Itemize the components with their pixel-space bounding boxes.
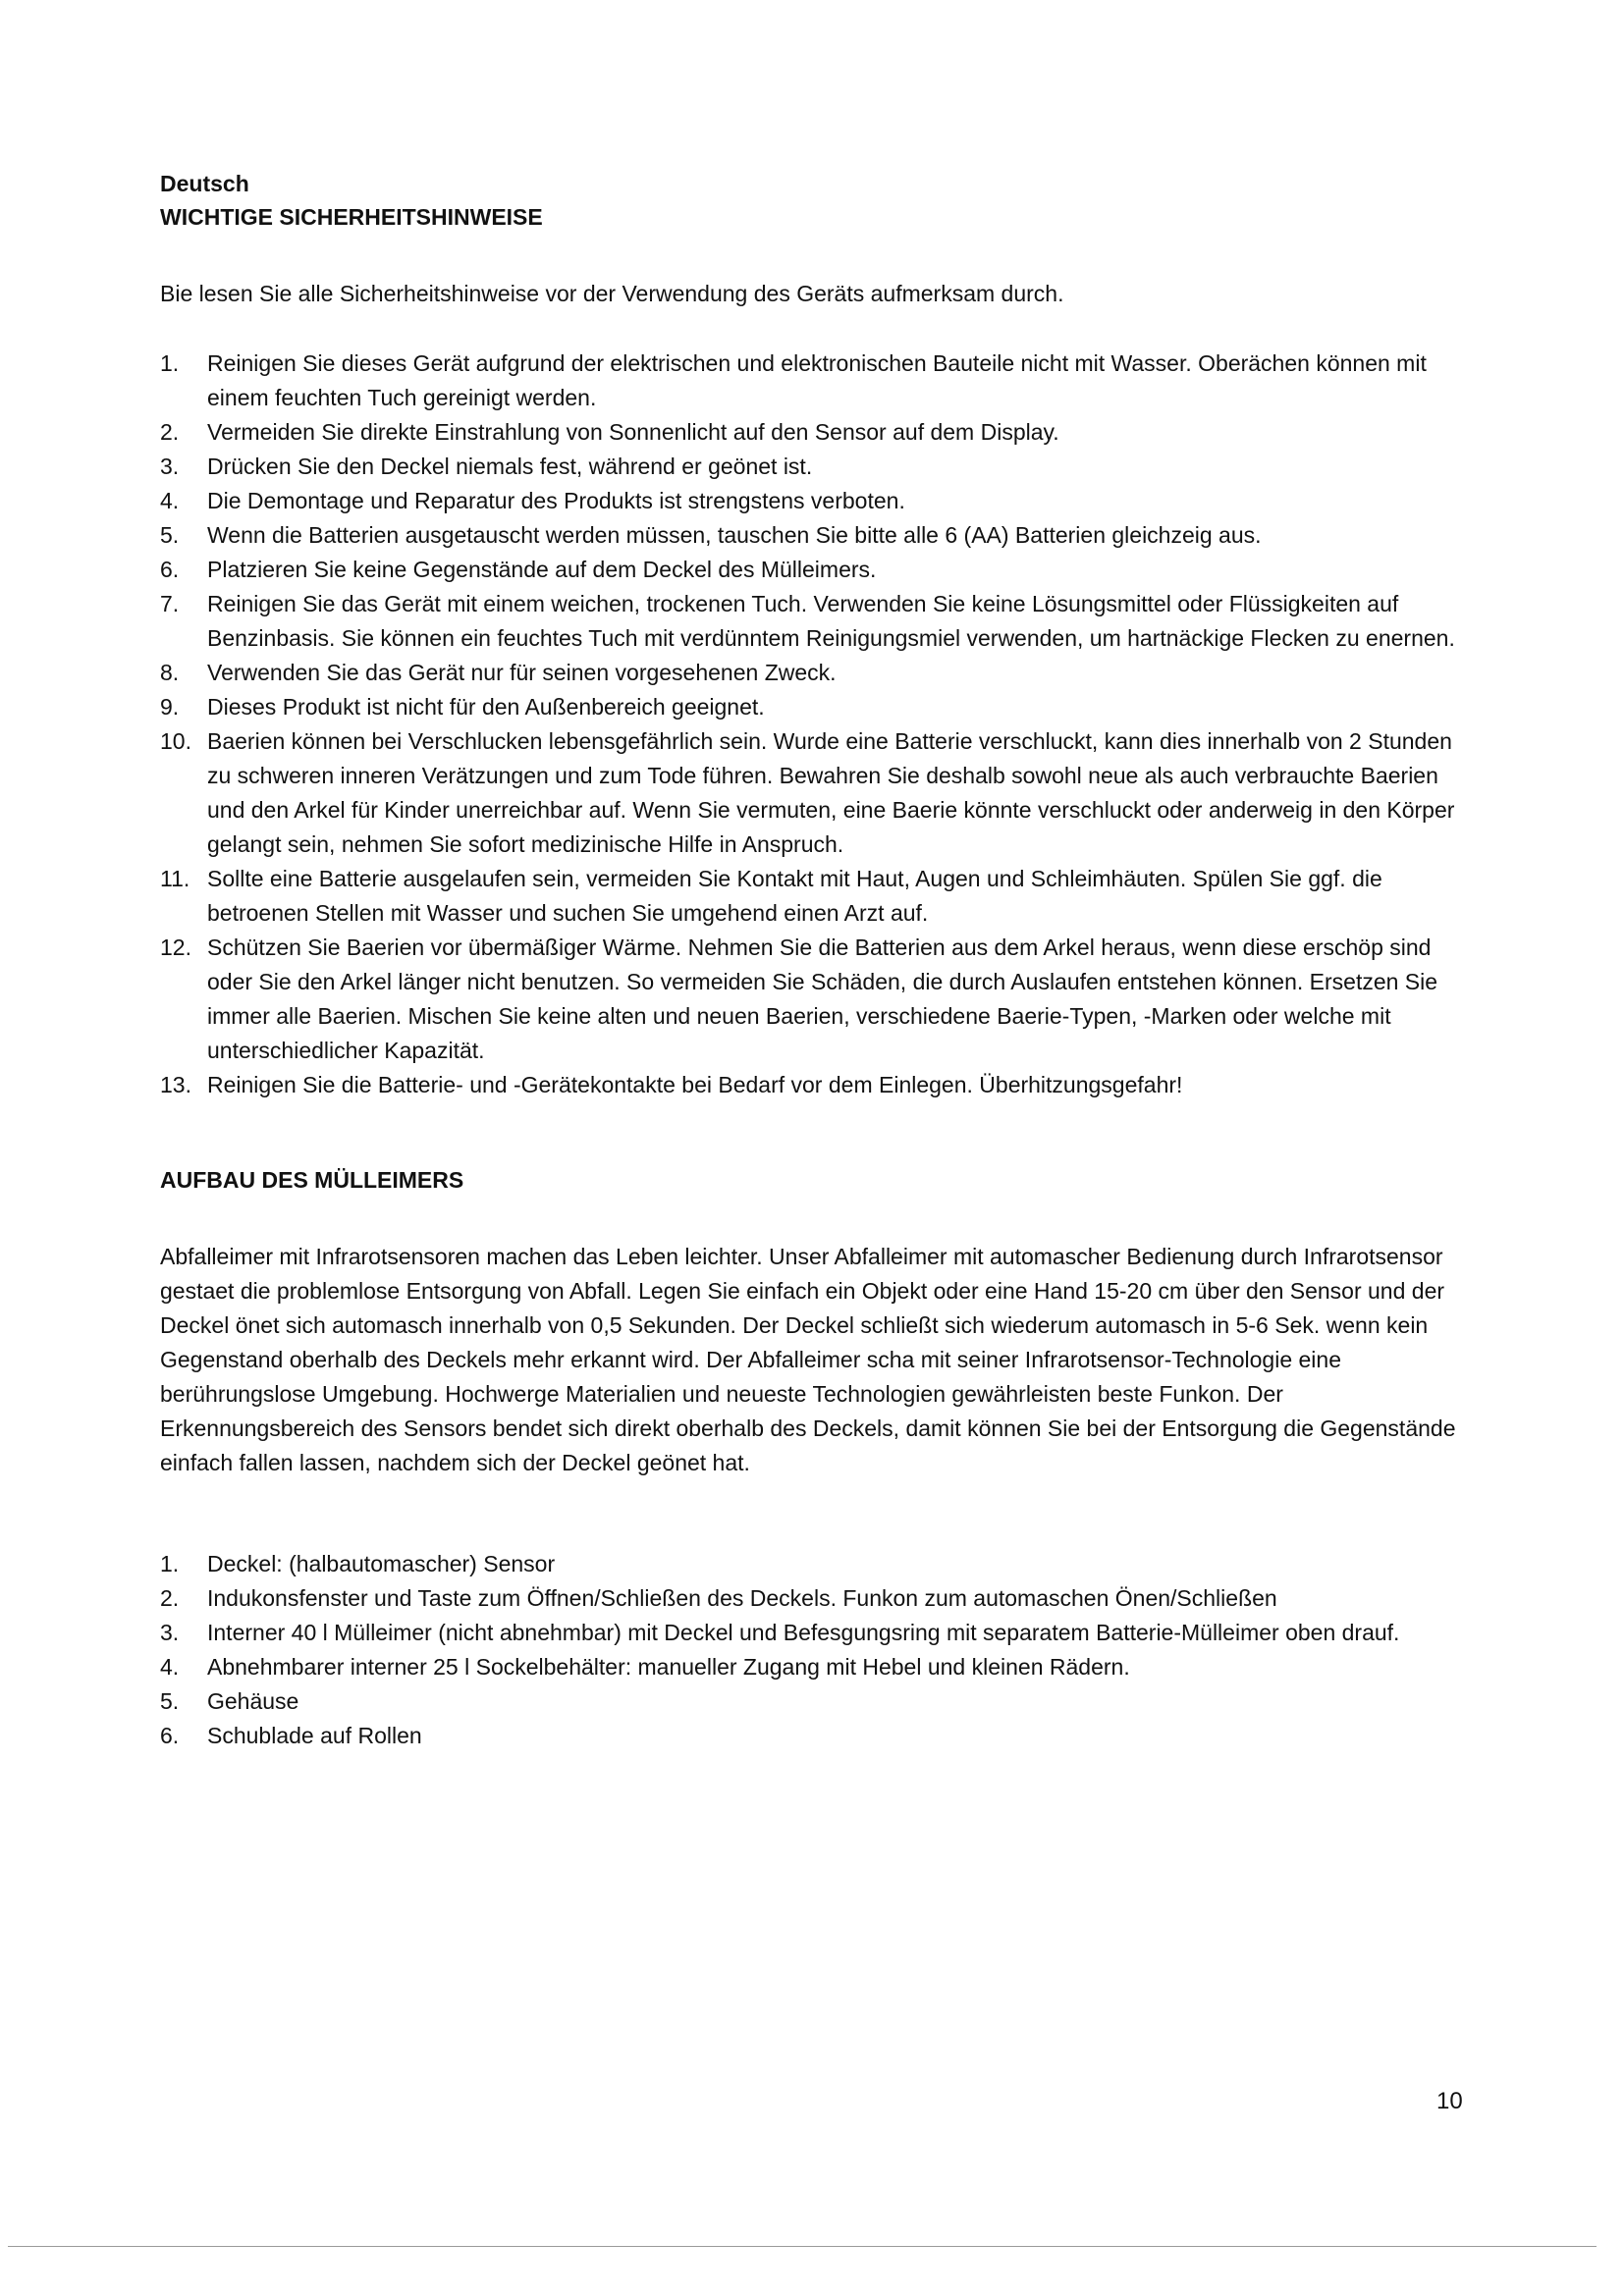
- list-item: [160, 931, 1476, 1068]
- construction-description: Abfalleimer mit Infrarotsensoren machen das Leben leichter. Unser Abfalleimer mit automascher Bedienung durch Infrarotsensor gestaet die problemlose Entsorgung von Abfall. Legen Sie einfach ein Objekt oder eine Hand 15-20 cm über den Sensor und der Deckel önet sich automasch innerhalb von 0,5 Sekunden. Der Deckel schließt sich wiederum automasch in 5-6 Sek. wenn kein Gegenstand oberhalb des Deckels mehr erkannt wird. Der Abfalleimer scha mit seiner Infrarotsensor-Technologie eine berührungslose Umgebung. Hochwerge Materialien und neueste Technologien gewährleisten beste Funkon. Der Erkennungsbereich des Sensors bendet sich direkt oberhalb des Deckels, damit können Sie bei der Entsorgung die Gegenstände einfach fallen lassen, nachdem sich der Deckel geönet hat.: [160, 1244, 1456, 1475]
- safety-intro: Bie lesen Sie alle Sicherheitshinweise vor der Verwendung des Geräts aufmerksam durch.: [160, 281, 1064, 306]
- list-item: [160, 862, 1476, 931]
- construction-section: [160, 1163, 1476, 1480]
- document-page: [160, 167, 1476, 1753]
- list-item-number: 8.: [160, 660, 180, 685]
- list-item-text: Dieses Produkt ist nicht für den Außenbereich geeignet.: [207, 694, 765, 720]
- list-item-text: Drücken Sie den Deckel niemals fest, während er geönet ist.: [207, 454, 813, 479]
- list-item-number: 6.: [160, 1723, 180, 1748]
- list-item-text: Interner 40 l Mülleimer (nicht abnehmbar) mit Deckel und Befesgungsring mit separatem Batterie-Mülleimer oben drauf.: [207, 1620, 1400, 1645]
- list-item-text: Verwenden Sie das Gerät nur für seinen vorgesehenen Zweck.: [207, 660, 837, 685]
- list-item-text: Reinigen Sie dieses Gerät aufgrund der elektrischen und elektronischen Bauteile nicht mit Wasser. Oberächen können mit einem feuchten Tuch gereinigt werden.: [207, 350, 1427, 410]
- list-item: [160, 553, 1476, 587]
- list-item-number: 5.: [160, 1688, 180, 1714]
- list-item-number: 10.: [160, 728, 191, 754]
- list-item: [160, 656, 1476, 690]
- list-item-number: 2.: [160, 1585, 180, 1611]
- list-item-number: 1.: [160, 1551, 180, 1576]
- list-item-number: 11.: [160, 866, 190, 891]
- list-item-number: 1.: [160, 350, 180, 376]
- list-item-text: Platzieren Sie keine Gegenstände auf dem Deckel des Mülleimers.: [207, 557, 877, 582]
- list-item: [160, 1547, 1476, 1581]
- list-item-text: Deckel: (halbautomascher) Sensor: [207, 1551, 556, 1576]
- list-item-text: Sollte eine Batterie ausgelaufen sein, vermeiden Sie Kontakt mit Haut, Augen und Schleimhäuten. Spülen Sie ggf. die betroenen Stellen mit Wasser und suchen Sie umgehend einen Arzt auf.: [207, 866, 1382, 926]
- list-item-number: 9.: [160, 694, 180, 720]
- list-item-number: 3.: [160, 1620, 180, 1645]
- list-item-number: 4.: [160, 488, 180, 513]
- list-item-text: Schützen Sie Baerien vor übermäßiger Wärme. Nehmen Sie die Batterien aus dem Arkel heraus, wenn diese erschöp sind oder Sie den Arkel länger nicht benutzen. So vermeiden Sie Schäden, die durch Auslaufen entstehen können. Ersetzen Sie immer alle Baerien. Mischen Sie keine alten und neuen Baerien, verschiedene Baerie-Typen, -Marken oder welche mit unterschiedlicher Kapazität.: [207, 934, 1438, 1063]
- safety-list: [160, 347, 1476, 1102]
- list-item-number: 6.: [160, 557, 180, 582]
- list-item: [160, 450, 1476, 484]
- list-item: [160, 1650, 1476, 1684]
- list-item: [160, 1684, 1476, 1719]
- list-item-text: Baerien können bei Verschlucken lebensgefährlich sein. Wurde eine Batterie verschluckt, kann dies innerhalb von 2 Stunden zu schweren inneren Verätzungen und zum Tode führen. Bewahren Sie deshalb sowohl neue als auch verbrauchte Baerien und den Arkel für Kinder unerreichbar auf. Wenn Sie vermuten, eine Baerie könnte verschluckt oder anderweig in den Körper gelangt sein, nehmen Sie sofort medizinische Hilfe in Anspruch.: [207, 728, 1455, 857]
- list-item-text: Reinigen Sie das Gerät mit einem weichen, trockenen Tuch. Verwenden Sie keine Lösungsmittel oder Flüssigkeiten auf Benzinbasis. Sie können ein feuchtes Tuch mit verdünntem Reinigungsmiel verwenden, um hartnäckige Flecken zu enernen.: [207, 591, 1455, 651]
- list-item: [160, 724, 1476, 862]
- list-item: [160, 1719, 1476, 1753]
- list-item-number: 12.: [160, 934, 191, 960]
- list-item: [160, 415, 1476, 450]
- parts-list: [160, 1547, 1476, 1753]
- safety-title: WICHTIGE SICHERHEITSHINWEISE: [160, 204, 543, 230]
- list-item: [160, 484, 1476, 518]
- list-item-text: Wenn die Batterien ausgetauscht werden müssen, tauschen Sie bitte alle 6 (AA) Batterien gleichzeig aus.: [207, 522, 1262, 548]
- list-item-number: 7.: [160, 591, 180, 616]
- language-heading: Deutsch: [160, 171, 249, 196]
- page-number: 10: [1436, 2088, 1463, 2114]
- list-item-number: 4.: [160, 1654, 180, 1680]
- list-item-text: Gehäuse: [207, 1688, 299, 1714]
- list-item: [160, 1581, 1476, 1616]
- list-item: [160, 347, 1476, 415]
- list-item: [160, 1616, 1476, 1650]
- construction-title: AUFBAU DES MÜLLEIMERS: [160, 1167, 464, 1193]
- list-item-text: Indukonsfenster und Taste zum Öffnen/Schließen des Deckels. Funkon zum automaschen Önen/Schließen: [207, 1585, 1277, 1611]
- list-item-number: 3.: [160, 454, 180, 479]
- list-item-text: Die Demontage und Reparatur des Produkts ist strengstens verboten.: [207, 488, 905, 513]
- list-item-number: 5.: [160, 522, 180, 548]
- list-item-number: 13.: [160, 1072, 191, 1097]
- list-item: [160, 587, 1476, 656]
- list-item: [160, 1068, 1476, 1102]
- list-item-number: 2.: [160, 419, 180, 445]
- list-item-text: Vermeiden Sie direkte Einstrahlung von Sonnenlicht auf den Sensor auf dem Display.: [207, 419, 1059, 445]
- list-item-text: Abnehmbarer interner 25 l Sockelbehälter: manueller Zugang mit Hebel und kleinen Rädern.: [207, 1654, 1130, 1680]
- list-item: [160, 518, 1476, 553]
- list-item-text: Reinigen Sie die Batterie- und -Gerätekontakte bei Bedarf vor dem Einlegen. Überhitzungsgefahr!: [207, 1072, 1183, 1097]
- footer-divider: [8, 2246, 1597, 2247]
- list-item-text: Schublade auf Rollen: [207, 1723, 422, 1748]
- list-item: [160, 690, 1476, 724]
